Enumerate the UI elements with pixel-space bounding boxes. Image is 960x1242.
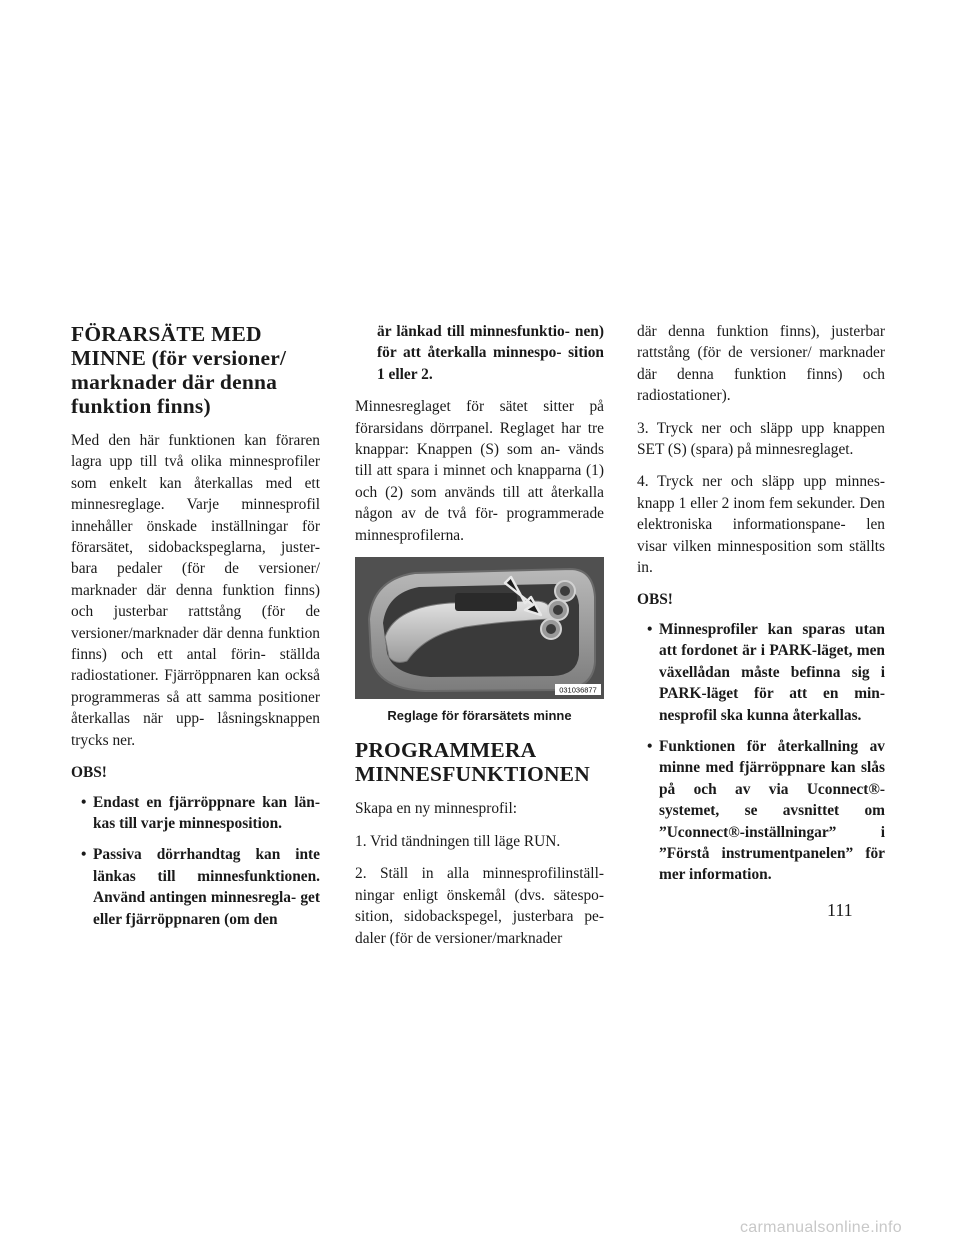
- figure-caption: Reglage för förarsätets minne: [387, 708, 572, 724]
- program-intro: Skapa en ny minnesprofil:: [355, 800, 517, 818]
- bullet-icon: •: [81, 846, 87, 864]
- program-step-3: 3. Tryck ner och släpp upp knappen SET (S) (spara) på minnesreglaget.: [637, 419, 885, 459]
- note-text: Minnesprofiler kan sparas utan att fordonet är i PARK-läget, men växellådan måste befinna sig i PARK-läget för att en min- nesprofil ska kunna återkallas.: [659, 620, 885, 724]
- section-heading-memory-seat: FÖRARSÄTE MED MINNE (för versioner/ marknader där denna funktion finns): [71, 322, 287, 418]
- program-step-2-continuation: där denna funktion finns), justerbar rattstång (för de versioner/ marknader där denna funktion finns) och radiostationer).: [637, 323, 885, 405]
- note-item: [637, 619, 885, 726]
- bullet-icon: •: [647, 737, 653, 755]
- note-label: OBS!: [637, 591, 673, 609]
- page-number: 111: [827, 900, 853, 920]
- section-heading-program-memory: PROGRAMMERA MINNESFUNKTIONEN: [355, 738, 590, 787]
- watermark: carmanualsonline.info: [740, 1219, 902, 1236]
- note-text: Funktionen för återkallning av minne med fjärröppnare kan slås på och av via Uconnect®- systemet, se avsnittet om ”Uconnect®-inställningar” i ”Förstå instrumentpanelen” för mer information.: [659, 737, 885, 884]
- program-step-1: 1. Vrid tändningen till läge RUN.: [355, 832, 561, 850]
- note-text: Passiva dörrhandtag kan inte länkas till minnesfunktionen. Använd antingen minnesregla- get eller fjärröppnaren (om den: [93, 846, 320, 928]
- note-label: OBS!: [71, 764, 107, 782]
- bullet-icon: •: [81, 793, 87, 811]
- note-continuation: är länkad till minnesfunktio- nen) för att återkalla minnespo- sition 1 eller 2.: [377, 323, 604, 383]
- note-item: [71, 844, 320, 930]
- program-step-2: 2. Ställ in alla minnesprofilinställ- ningar enligt önskemål (dvs. sätespo- sition, sidobackspegel, justerbara pe- daler (för de versioner/marknader: [355, 865, 604, 947]
- column-left: [71, 322, 320, 941]
- intro-paragraph: Med den här funktionen kan föraren lagra upp till två olika minnesprofiler som enkelt kan återkallas med ett minnesreglage. Varje minnesprofil innehåller önskade inställningar för förarsätet, sidobackspeglarna, juster- bara pedaler (för de versioner/ marknader där denna funktion finns) och justerbar rattstång (för de versioner/marknader där denna funktion finns) och ett antal förin- ställda radiostationer. Fjärröppnaren kan också programmeras så att samma positioner återkallas när upp- låsningsknappen trycks ner.: [71, 432, 320, 749]
- door-panel-illustration: [355, 557, 604, 699]
- memory-switch-photo: [355, 557, 604, 699]
- note-item: [71, 792, 320, 835]
- program-step-4: 4. Tryck ner och släpp upp minnes- knapp 1 eller 2 inom fem sekunder. Den elektroniska informationspane- len visar vilken minnesposition som ställts in.: [637, 473, 885, 577]
- switch-location-paragraph: Minnesreglaget för sätet sitter på förarsidans dörrpanel. Reglaget har tre knappar: Knappen (S) som an- vänds till att spara i minnet och knapparna (1) och (2) som används till att återkalla någon av de två för- programmerade minnesprofilerna.: [355, 398, 604, 544]
- note-text: Endast en fjärröppnare kan län- kas till varje minnesposition.: [93, 793, 320, 832]
- column-middle: [355, 321, 604, 960]
- column-right: [637, 321, 885, 897]
- bullet-icon: •: [647, 620, 653, 638]
- note-item: [637, 736, 885, 886]
- note-list: [71, 792, 320, 930]
- note-list: [637, 619, 885, 886]
- figure-code: 031036877: [559, 685, 597, 695]
